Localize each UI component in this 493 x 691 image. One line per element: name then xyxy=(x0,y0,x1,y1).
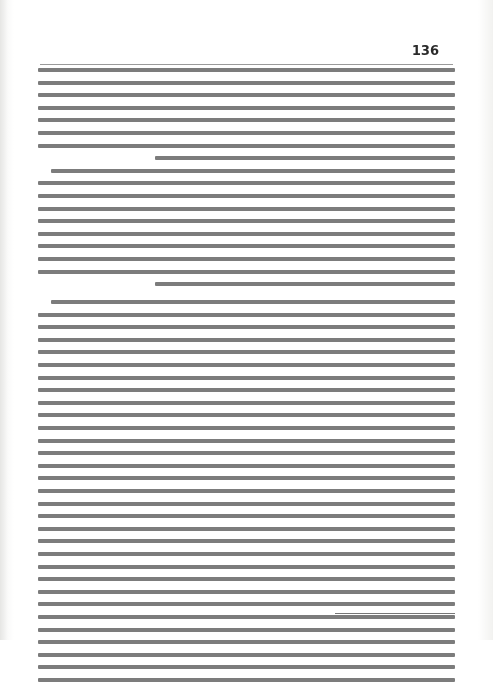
text-line xyxy=(51,169,455,173)
text-line xyxy=(38,426,455,430)
text-line xyxy=(38,388,455,392)
text-line xyxy=(38,363,455,367)
text-line xyxy=(38,476,455,480)
text-line xyxy=(38,376,455,380)
text-line xyxy=(38,244,455,248)
text-line xyxy=(155,282,455,286)
text-line xyxy=(38,131,455,135)
text-line xyxy=(38,118,455,122)
text-line xyxy=(38,628,455,632)
text-line xyxy=(38,207,455,211)
text-line xyxy=(38,181,455,185)
footnote-rule xyxy=(335,613,455,614)
text-line xyxy=(38,539,455,543)
text-line xyxy=(38,514,455,518)
text-line xyxy=(155,156,455,160)
text-line xyxy=(38,527,455,531)
text-line xyxy=(38,464,455,468)
text-line xyxy=(38,401,455,405)
text-line xyxy=(38,615,455,619)
text-line xyxy=(38,489,455,493)
text-line xyxy=(38,653,455,657)
text-line xyxy=(38,325,455,329)
body-text xyxy=(38,68,455,691)
text-line xyxy=(38,194,455,198)
text-line xyxy=(38,81,455,85)
text-line xyxy=(38,590,455,594)
text-line xyxy=(38,144,455,148)
text-line xyxy=(38,232,455,236)
text-line xyxy=(38,106,455,110)
text-line xyxy=(38,577,455,581)
text-line xyxy=(51,300,455,304)
text-line xyxy=(38,665,455,669)
text-line xyxy=(38,219,455,223)
text-line xyxy=(38,565,455,569)
text-line xyxy=(38,93,455,97)
text-line xyxy=(38,338,455,342)
text-line xyxy=(38,350,455,354)
text-line xyxy=(38,68,455,72)
scan-edge-shadow xyxy=(0,0,8,640)
text-line xyxy=(38,313,455,317)
page-number: 136 xyxy=(411,44,439,59)
header-rule xyxy=(40,64,453,65)
text-line xyxy=(38,270,455,274)
text-line xyxy=(38,502,455,506)
text-line xyxy=(38,439,455,443)
text-line xyxy=(38,678,455,682)
text-line xyxy=(38,602,455,606)
text-line xyxy=(38,552,455,556)
text-line xyxy=(38,451,455,455)
text-line xyxy=(38,640,455,644)
text-line xyxy=(38,257,455,261)
text-line xyxy=(38,413,455,417)
